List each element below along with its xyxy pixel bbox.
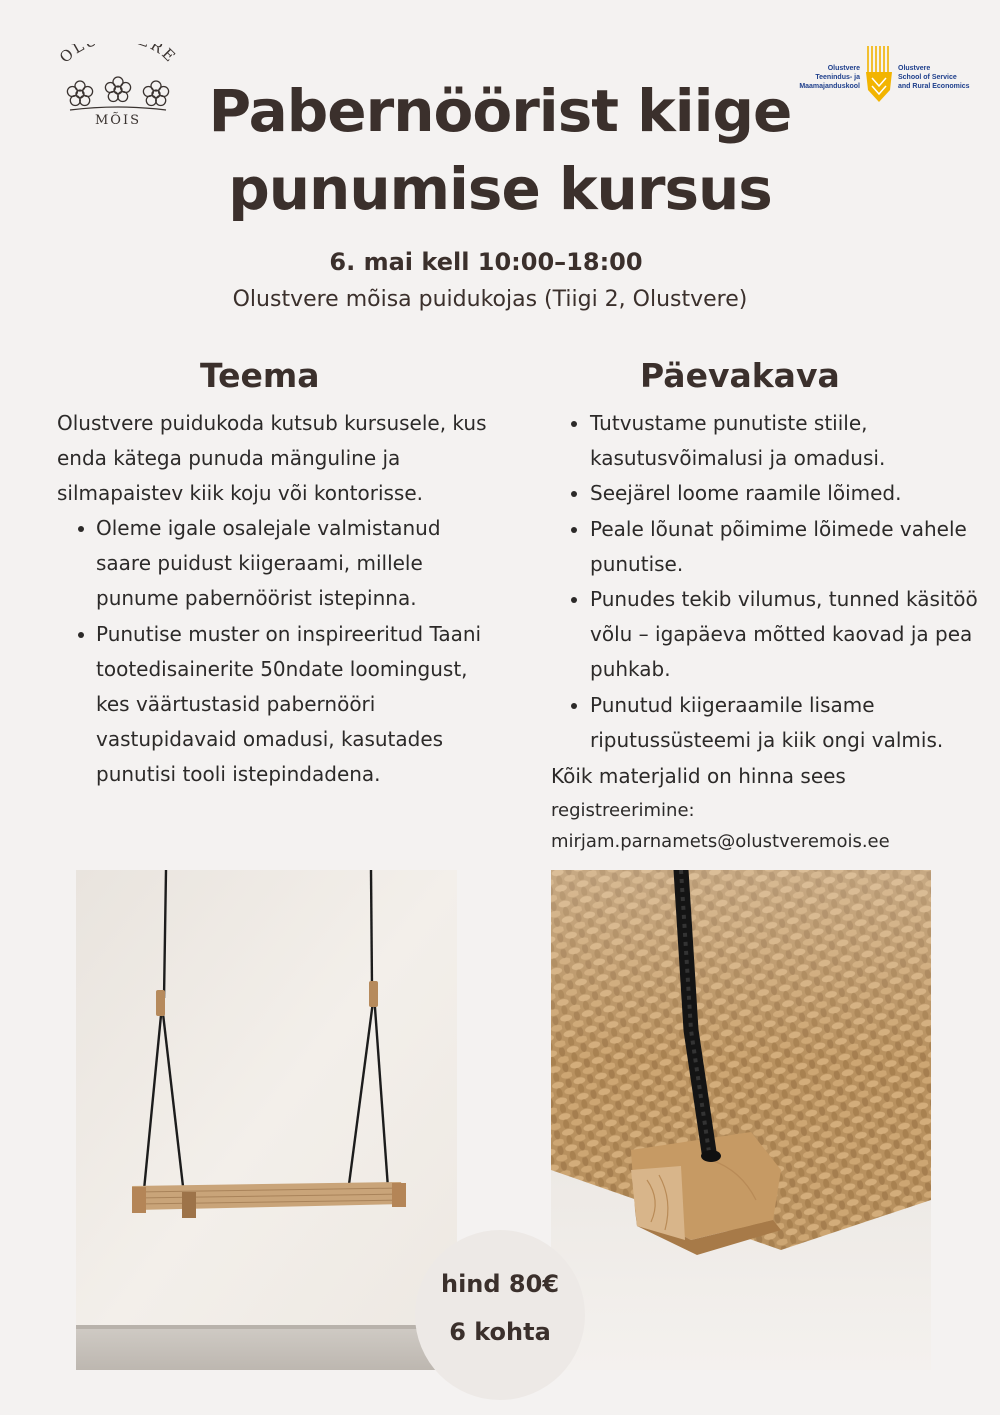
list-item: Punudes tekib vilumus, tunned käsitöö võlu – igapäeva mõtted kaovad ja pea puhkab. (551, 582, 991, 688)
logo-top-text: OL RE (55, 44, 181, 67)
list-item: Tutvustame punutiste stiile, kasutusvõimalusi ja omadusi. (551, 406, 991, 476)
event-location: Olustvere mõisa puidukojas (Tiigi 2, Olustvere) (232, 287, 748, 312)
price-badge (415, 1230, 585, 1400)
list-item: Punutise muster on inspireeritud Taani tootedisainerite 50ndate loomingust, kes väärtustasid pabernööri vastupidavaid omadusi, kasutades punutisi tooli istepindadena. (57, 617, 497, 793)
schedule-list (551, 406, 991, 758)
materials-note: Kõik materjalid on hinna sees (551, 764, 846, 788)
theme-list (57, 511, 497, 793)
wheat-emblem-icon (864, 46, 894, 102)
school-name-english: Olustvere School of Service and Rural Economics (898, 65, 970, 90)
registration-label: registreerimine: (551, 800, 695, 821)
swing-photo (76, 870, 457, 1370)
list-item: Punutud kiigeraamile lisame riputussüsteemi ja kiik ongi valmis. (551, 688, 991, 758)
list-item: Peale lõunat põimime lõimede vahele punutise. (551, 512, 991, 582)
svg-text:OLUSTVERE (56, 44, 180, 67)
logo-bottom-text: MÕIS (94, 113, 142, 128)
schedule-heading: Päevakava (640, 356, 840, 395)
page-title: Pabernöörist kiige punumise kursus (208, 77, 792, 223)
theme-heading: Teema (200, 356, 320, 395)
school-name-estonian: Olustvere Teenindus- ja Maamajanduskool (799, 65, 860, 90)
price-label: hind 80€ (440, 1270, 560, 1298)
event-date: 6. mai kell 10:00–18:00 (329, 248, 643, 276)
spots-label: 6 kohta (449, 1318, 551, 1346)
list-item: Oleme igale osalejale valmistanud saare puidust kiigeraami, millele punume pabernöörist istepinna. (57, 511, 497, 617)
theme-intro: Olustvere puidukoda kutsub kursusele, kus enda kätega punuda mänguline ja silmapaistev kiik koju või kontorisse. (57, 411, 487, 506)
registration-email[interactable]: mirjam.parnamets@olustveremois.ee (551, 831, 890, 852)
list-item: Seejärel loome raamile lõimed. (551, 476, 991, 511)
weave-closeup-photo (551, 870, 931, 1370)
